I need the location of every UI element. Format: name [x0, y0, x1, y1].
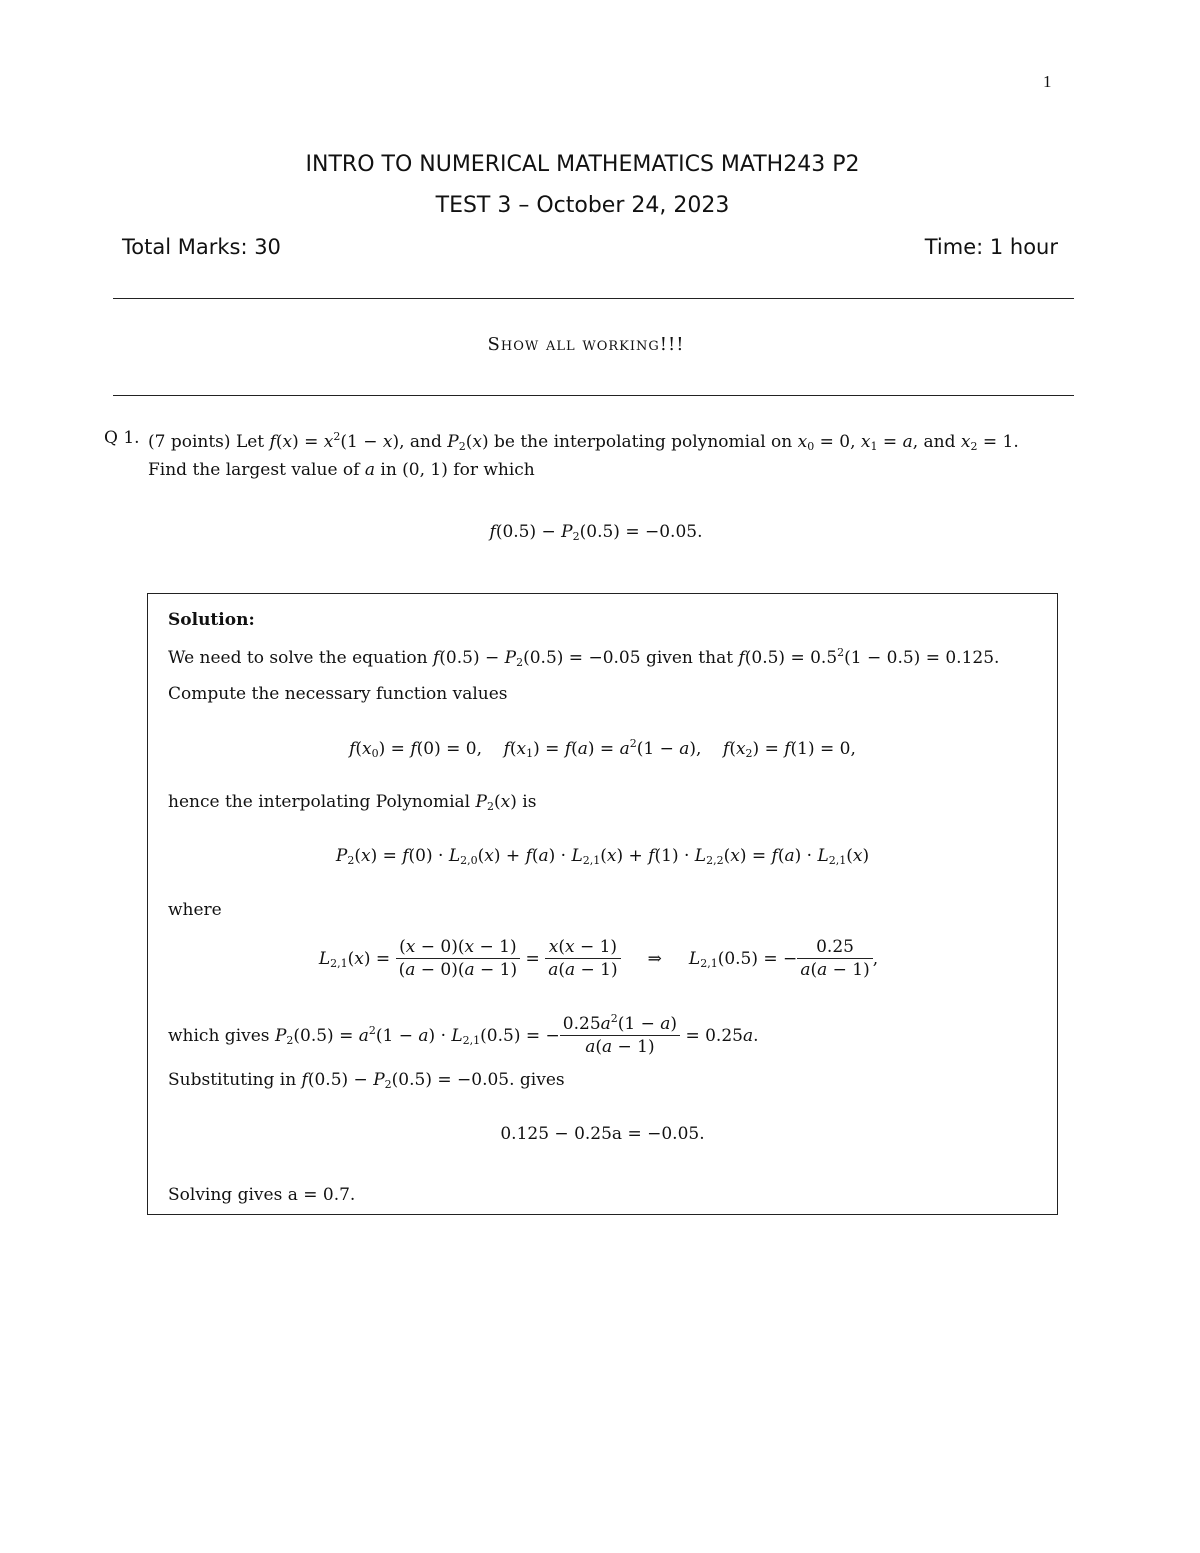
solution-line-4-prefix: hence the interpolating Polynomial — [168, 792, 476, 812]
function-values-equation: $f(x_0) = f(0) = 0$, $f(x_1) = f(a) = a^2(1 - a)$, $f(x_2) = f(1) = 0$, — [349, 737, 856, 760]
solution-line-9: Substituting in $f(0.5) - P_2(0.5) = -0.05$. gives — [168, 1070, 565, 1091]
exam-subtitle: TEST 3 – October 24, 2023 — [435, 193, 730, 218]
solution-heading: Solution: — [168, 610, 255, 630]
question-text: (7 points) Let $f(x) = x^2(1 - x)$, and $P_2(x)$ be the interpolating polynomial on $x_0 = 0$, $x_1 = a$, and $x_2 = 1$. Find the largest value of a in (0, 1) for which — [148, 430, 1019, 480]
solution-line-9-suffix: gives — [514, 1070, 565, 1090]
final-equation: 0.125 − 0.25a = −0.05. — [500, 1124, 705, 1144]
lagrange-basis-equation: $L_{2,1}(x)$ = $\frac{(x - 0)(x - 1)}{(a - 0)(a - 1)}$ = $\frac{x(x - 1)}{a(a - 1)}$ ⇒ $L_{2,1}(0.5)$ = − $\frac{0.25}{a(a - 1)}$ , — [318, 937, 879, 980]
bottom-rule — [113, 395, 1074, 396]
solution-line-8: which gives $P_2(0.5) = a^2(1 - a) \cdot L_{2,1}(0.5)$ = − $\frac{0.25a^2(1 - a)}{a(a - 1)}$ = 0.25a. — [168, 1012, 759, 1057]
interpolating-polynomial-equation: $P_2(x) = f(0) \cdot L_{2,0}(x) + f(a) \cdot L_{2,1}(x) + f(1) \cdot L_{2,2}(x) = f(a) \cdot L_{2,1}(x)$ — [335, 846, 870, 867]
solution-line-1-mid: given that — [640, 648, 739, 668]
solution-line-8-prefix: which gives — [168, 1025, 270, 1046]
solution-conclusion: Solving gives a = 0.7. — [168, 1185, 356, 1205]
solution-line-9-prefix: Substituting in — [168, 1070, 302, 1090]
solution-line-2: Compute the necessary function values — [168, 684, 508, 704]
instruction: Show all working!!! — [487, 334, 685, 355]
solution-line-1: We need to solve the equation $f(0.5) - P_2(0.5) = -0.05$ given that $f(0.5) = 0.5^2(1 - 0.5) = 0.125$. — [168, 646, 1000, 669]
exam-title: INTRO TO NUMERICAL MATHEMATICS MATH243 P2 — [305, 152, 860, 177]
page-number: 1 — [1043, 72, 1052, 91]
solution-line-4-suffix: is — [516, 792, 537, 812]
solution-line-where: where — [168, 900, 222, 920]
total-marks: Total Marks: 30 — [122, 235, 281, 259]
question-label: Q 1. — [104, 428, 140, 448]
question-line-2: Find the largest value of a in (0, 1) for which — [148, 460, 535, 480]
solution-box — [147, 593, 1058, 1215]
solution-line-4: hence the interpolating Polynomial $P_2(x)$ is — [168, 792, 537, 813]
solution-line-1-prefix: We need to solve the equation — [168, 648, 433, 668]
question-prefix: (7 points) Let — [148, 432, 270, 452]
time-limit: Time: 1 hour — [924, 235, 1058, 259]
top-rule — [113, 298, 1074, 299]
question-equation: $f(0.5) - P_2(0.5) = -0.05$. — [489, 522, 703, 543]
